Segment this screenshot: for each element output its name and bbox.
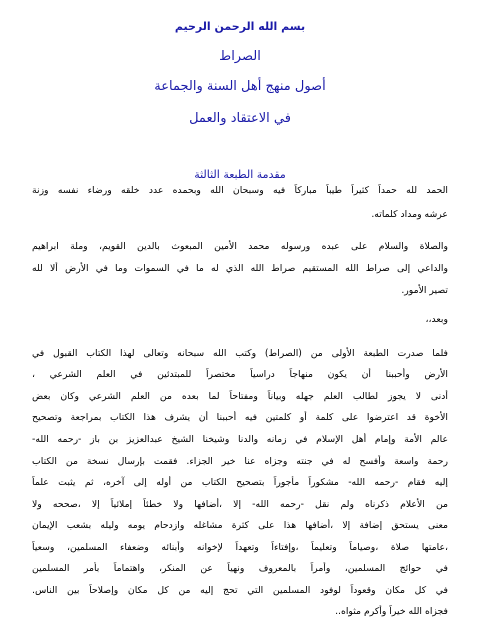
text-line: ،عامتها صلاة ،وصياماً وتعليماً ،وإفتاءاً وتعهداً لإخوانه وأبنائه وضعفاء المسلمين، وسعياً <box>32 542 448 553</box>
text-line: فلما صدرت الطبعة الأولى من (الصراط) وكتب الله سبحانه وتعالى لهذا الكتاب القبول في <box>32 348 448 359</box>
text-line: من الأعلام ذكرناه ولم نقل -رحمه الله- إلا ،أضافها ولا خطئاً إملائياً إلا ،صححه ولا <box>32 499 448 510</box>
text-line: في حوائج المسلمين، وأمراً بالمعروف ونهياً عن المنكر، واهتماماً بأمر المسلمين <box>32 563 448 574</box>
text-line: فجزاه الله خيراً وأكرم مثواه.. <box>335 606 448 617</box>
text-line: إليه فقام -رحمه الله- مشكوراً مأجوراً بتصحيح الكتاب من أوله إلى آخره، ثم يثبت علماً <box>32 477 448 488</box>
text-line: الأرض وأحببنا أن يكون منهاجاً دراسياً مختصراً للمبتدئين في العلم الشرعي ، <box>32 369 448 380</box>
text-line: رحمة واسعة وأفسح له في جنته وجزاه عنا خير الجزاء. فقمت بإرسال نسخة من الكتاب <box>32 456 448 467</box>
text-line: وبعد،، <box>425 314 448 325</box>
text-line: والداعي إلى صراط الله المستقيم صراط الله الذي له ما في السموات وما في الأرض ألا لله <box>32 263 448 274</box>
section-heading: مقدمة الطبعة الثالثة <box>194 168 286 181</box>
text-line: عرشه ومداد كلماته. <box>371 209 448 220</box>
text-line: في كل مكان وقعوداً لوفود المسلمين التي تحج إليه من كل مكان وإصلاحاً بين الناس. <box>32 585 448 596</box>
basmala: بسم الله الرحمن الرحيم <box>174 20 306 33</box>
title-line-3: في الاعتقاد والعمل <box>189 111 291 126</box>
text-line: الحمد لله حمداً كثيراً طيباً مباركاً فيه وسبحان الله وبحمده عدد خلقه ورضاء نفسه وزنة <box>32 185 448 196</box>
text-line: والصلاة والسلام على عبده ورسوله محمد الأمين المبعوث بالدين القويم، وملة ابراهيم <box>32 241 448 252</box>
text-line: عالم الأمة وإمام أهل الإسلام في زمانه والدنا وشيخنا الشيخ عبدالعزيز بن باز -رحمه الله- <box>32 434 448 445</box>
text-line: معنى يستحق إضافة إلا ،أضافها هذا على كثرة مشاغله وازدحام يومه وليله بشعب الإيمان <box>32 520 448 531</box>
title-line-2: أصول منهج أهل السنة والجماعة <box>154 79 326 94</box>
text-line: تصير الأمور. <box>401 285 448 296</box>
text-line: أدنى لا يجوز لطالب العلم جهله وبياناً ومفتاحاً لما بعده من العلم الشرعي وكان بعض <box>32 391 448 402</box>
title-line-1: الصراط <box>219 49 261 64</box>
text-line: الأخوة قد اعترضوا على كلمة أو كلمتين فيه أحببنا أن يشرف هذا الكتاب بمراجعة وتصحيح <box>32 412 448 423</box>
